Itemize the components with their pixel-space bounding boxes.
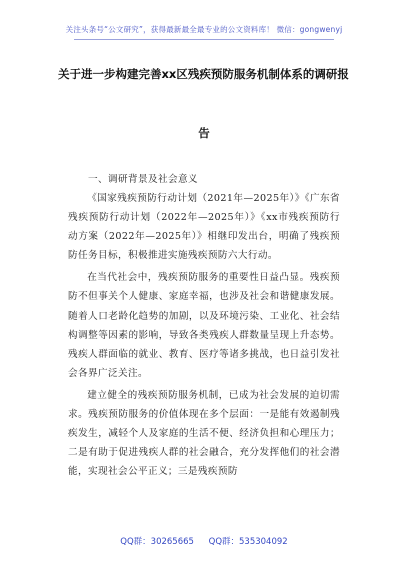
promo-header: 关注头条号“公文研究”，获得最新最全最专业的公文资料库！ 微信：gongwenyj bbox=[65, 25, 343, 34]
document-title-line-1: 关于进一步构建完善xx区残疾预防服务机制体系的调研报 bbox=[58, 67, 349, 81]
paragraph-3: 建立健全的残疾预防服务机制，已成为社会发展的迫切需求。残疾预防服务的价值体现在多个层面：一是能有效遏制残疾发生，减轻个人及家庭的生活不便、经济负担和心理压力；二是有助于促进残疾人群的社会融合，充分发挥他们的社会潜能，实现社会公平正义；三是残疾预防 bbox=[68, 389, 340, 478]
paragraph-2: 在当代社会中，残疾预防服务的重要性日益凸显。残疾预防不但事关个人健康、家庭幸福，也涉及社会和谐健康发展。随着人口老龄化趋势的加剧，以及环境污染、工业化、社会结构调整等因素的影响，导致各类残疾人群数量呈现上升态势。残疾人群面临的就业、教育、医疗等诸多挑战，也日益引发社会各界广泛关注。 bbox=[68, 272, 340, 379]
section-heading: 一、调研背景及社会意义 bbox=[88, 174, 198, 185]
document-title-line-2: 告 bbox=[198, 126, 210, 140]
qq-group-2: QQ群：535304092 bbox=[208, 537, 288, 547]
qq-group-1: QQ群：30265665 bbox=[120, 537, 194, 547]
header-divider bbox=[74, 39, 334, 40]
footer-contacts bbox=[0, 535, 408, 547]
document-body bbox=[68, 189, 340, 484]
paragraph-1: 《国家残疾预防行动计划（2021年—2025年）》《广东省残疾预防行动计划（2022年—2025年）》《xx市残疾预防行动方案（2022年—2025年）》相继印发出台，明确了残疾预防任务目标，积极推进实施残疾预防六大行动。 bbox=[68, 193, 340, 262]
